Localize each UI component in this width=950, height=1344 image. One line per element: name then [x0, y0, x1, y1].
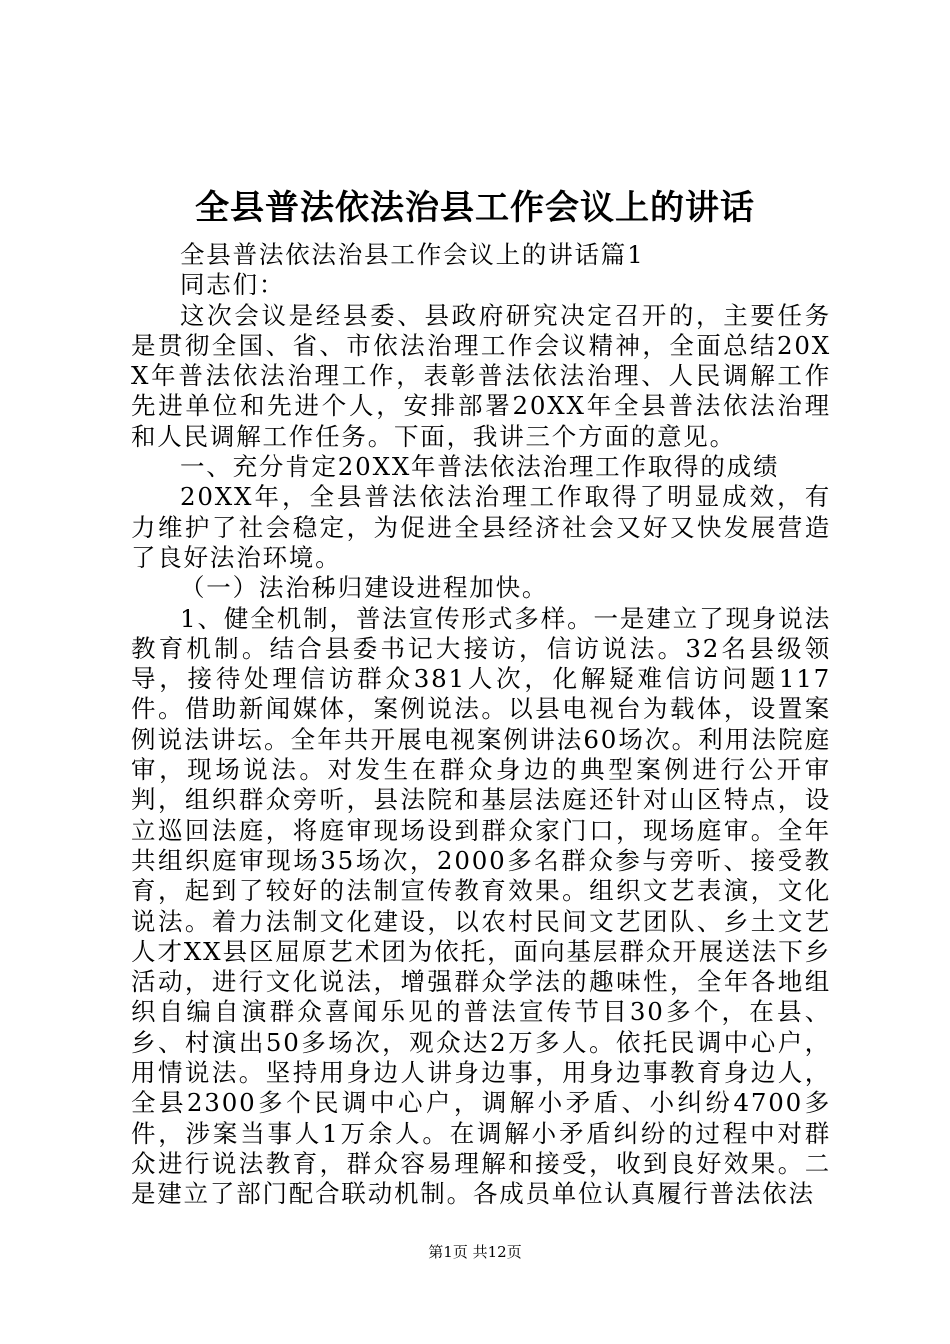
paragraph-summary: 20XX年，全县普法依法治理工作取得了明显成效，有力维护了社会稳定，为促进全县经济社会又好又快发展营造了良好法治环境。: [131, 482, 831, 572]
page-footer: 第1页 共12页: [428, 1243, 522, 1261]
document-title: 全县普法依法治县工作会议上的讲话: [195, 188, 755, 228]
paragraph-detail: 1、健全机制，普法宣传形式多样。一是建立了现身说法教育机制。结合县委书记大接访，信访说法。32名县级领导，接待处理信访群众381人次，化解疑难信访问题117件。借助新闻媒体，案例说法。以县电视台为载体，设置案例说法讲坛。全年共开展电视案例讲法60场次。利用法院庭审，现场说法。对发生在群众身边的典型案例进行公开审判，组织群众旁听，县法院和基层法庭还针对山区特点，设立巡回法庭，将庭审现场设到群众家门口，现场庭审。全年共组织庭审现场35场次，2000多名群众参与旁听、接受教育，起到了较好的法制宣传教育效果。组织文艺表演，文化说法。着力法制文化建设，以农村民间文艺团队、乡土文艺人才XX县区屈原艺术团为依托，面向基层群众开展送法下乡活动，进行文化说法，增强群众学法的趣味性，全年各地组织自编自演群众喜闻乐见的普法宣传节目30多个，在县、乡、村演出50多场次，观众达2万多人。依托民调中心户，用情说法。坚持用身边人讲身边事，用身边事教育身边人，全县2300多个民调中心户，调解小矛盾、小纠纷4700多件，涉案当事人1万余人。在调解小矛盾纠纷的过程中对群众进行说法教育，群众容易理解和接受，收到良好效果。二是建立了部门配合联动机制。各成员单位认真履行普法依法: [131, 603, 831, 1209]
paragraph-salutation: 同志们：: [180, 270, 286, 300]
document-body: [131, 240, 831, 1210]
paragraph-intro: 这次会议是经县委、县政府研究决定召开的，主要任务是贯彻全国、省、市依法治理工作会议精神，全面总结20XX年普法依法治理工作，表彰普法依法治理、人民调解工作先进单位和先进个人，安排部署20XX年全县普法依法治理和人民调解工作任务。下面，我讲三个方面的意见。: [131, 300, 831, 451]
section-heading: 一、充分肯定20XX年普法依法治理工作取得的成绩: [180, 452, 780, 482]
paragraph-subtitle: 全县普法依法治县工作会议上的讲话篇1: [180, 240, 645, 269]
subsection-heading: （一）法治秭归建设进程加快。: [180, 573, 549, 603]
